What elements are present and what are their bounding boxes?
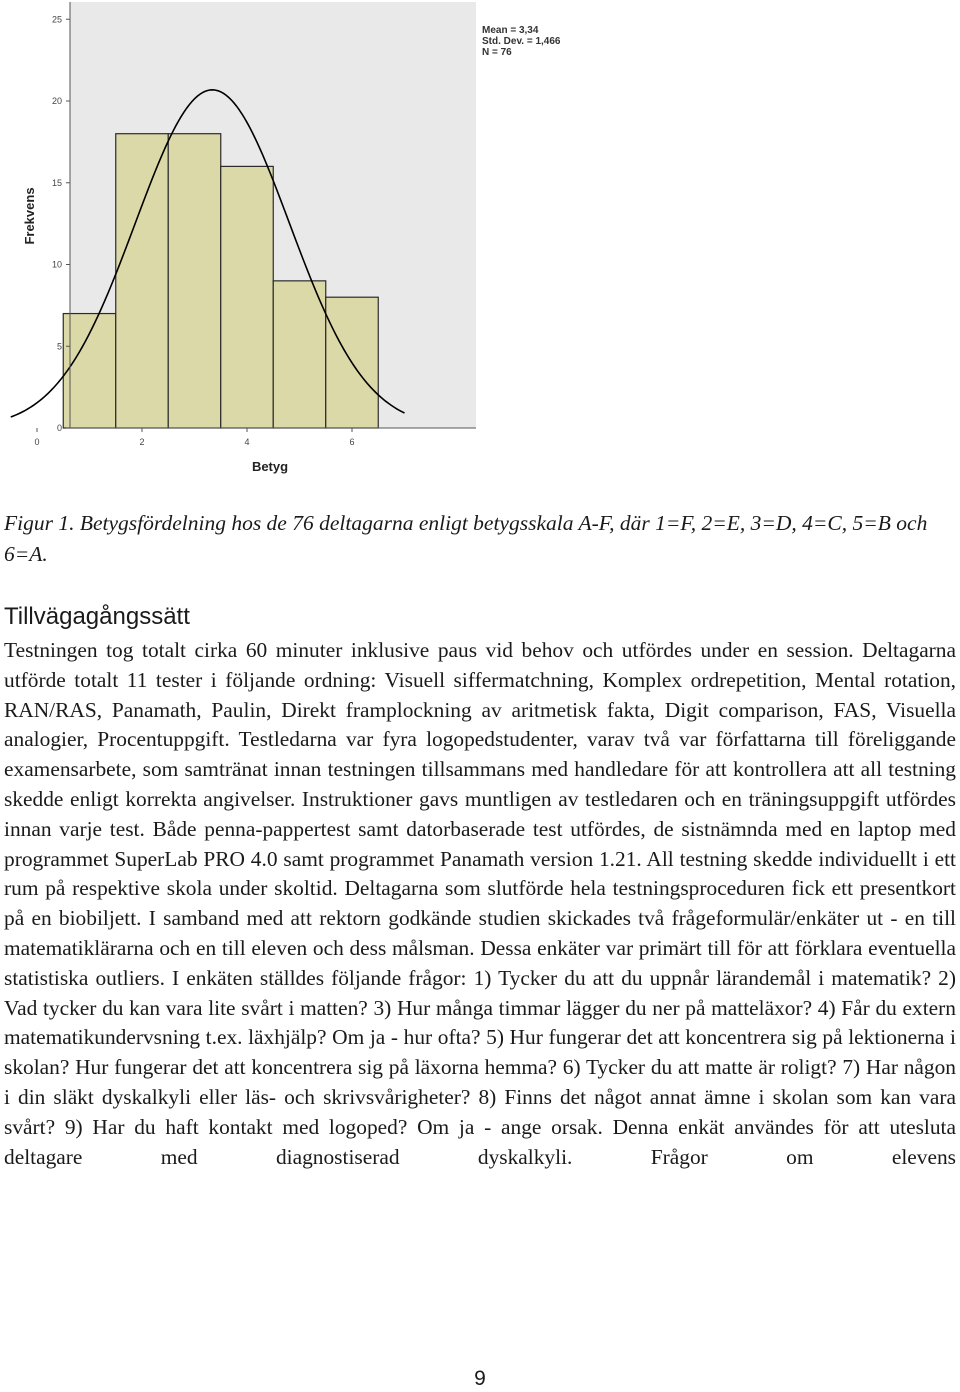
y-tick-label: 20	[51, 96, 62, 106]
stats-n: N = 76	[482, 47, 512, 58]
histogram-bar	[273, 281, 326, 428]
y-tick-label: 10	[51, 259, 62, 270]
histogram-bar	[221, 166, 274, 428]
stats-std-dev: Std. Dev. = 1,466	[482, 36, 561, 47]
y-tick-label: 0	[56, 423, 62, 433]
section-heading: Tillvägagångssätt	[4, 603, 190, 630]
y-axis-label: Frekvens	[22, 187, 37, 245]
x-axis-label: Betyg	[251, 459, 289, 474]
figure-caption: Figur 1. Betygsfördelning hos de 76 deltagarna enligt betygsskala A-F, där 1=F, 2=E, 3=D, 4=C, 5=B och 6=A.	[4, 511, 928, 566]
histogram-bar	[168, 134, 221, 428]
y-tick-label: 5	[56, 341, 62, 352]
body-paragraph: Testningen tog totalt cirka 60 minuter inklusive paus vid behov och utfördes under en session. Deltagarna utförde totalt 11 tester i följande ordning: Visuell siffermatchning, Komplex ordrepetition, Mental rotation, RAN/RAS, Panamath, Paulin, Direkt framplockning av aritmetisk fakta, Digit comparison, FAS, Visuella analogier, Procentuppgift. Testledarna var fyra logopedstudenter, varav två var författarna till föreliggande examensarbete, som samtränat innan testningen tillsammans med handledare för att kontrollera att all testning skedde enligt korrekta angivelser. Instruktioner gavs muntligen av testledaren och en träningsuppgift utfördes innan varje test. Både penna-pappertest samt datorbaserade test utfördes, de sistnämnda med en laptop med programmet SuperLab PRO 4.0 samt programmet Panamath version 1.21. All testning skedde individuellt i ett rum på respektive skola under skoltid. Deltagarna som slutförde hela testningsproceduren fick ett presentkort på en biobiljett. I samband med att rektorn godkände studien skickades två frågeformulär/enkäter ut - en till matematiklärarna och en till eleven och dess målsman. Dessa enkäter var primärt till för att förklara eventuella statistiska outliers. I enkäten ställdes följande frågor: 1) Tycker du att du uppnår lärandemål i matematik? 2) Vad tycker du kan vara lite svårt i matten? 3) Hur många timmar lägger du ner på matteläxor? 4) Får du extern matematikundervsning t.ex. läxhjälp? Om ja - hur ofta? 5) Hur fungerar det att koncentrera sig på lektionerna i skolan? Hur fungerar det att koncentrera sig på läxorna hemma? 6) Tycker du att matte är roligt? 7) Har någon i din släkt dyskalkyli eller läs- och skrivsvårigheter? 8) Finns det något annat ämne i skolan som kan vara svårt? 9) Har du haft kontakt med logoped? Om ja - ange orsak. Denna enkät användes för att utesluta deltagare med diagnostiserad dyskalkyli. Frågor om elevens	[4, 638, 956, 1169]
x-tick-label: 4	[244, 437, 250, 447]
histogram-bar	[63, 314, 116, 428]
histogram-figure	[0, 0, 561, 490]
x-ticks	[34, 428, 354, 447]
y-tick-label: 25	[51, 14, 62, 25]
x-tick-label: 6	[349, 437, 355, 447]
histogram-chart	[0, 0, 561, 490]
histogram-bar	[116, 134, 169, 428]
y-tick-label: 15	[51, 177, 62, 188]
page-number: 9	[474, 1367, 486, 1390]
stats-mean: Mean = 3,34	[482, 25, 539, 36]
x-tick-label: 0	[34, 437, 40, 447]
x-tick-label: 2	[139, 437, 145, 447]
